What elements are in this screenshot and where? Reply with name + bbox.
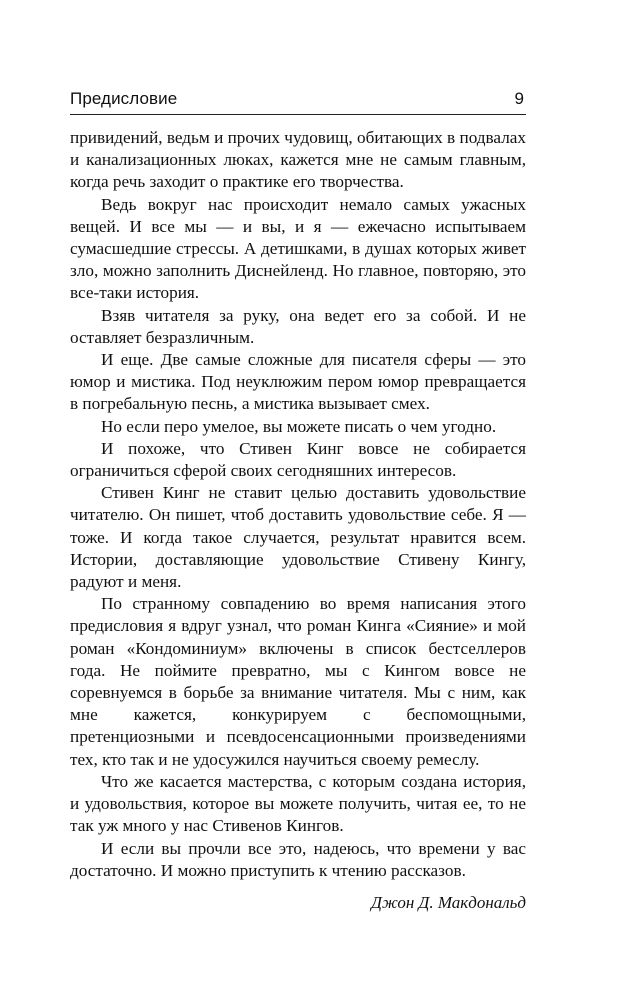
- paragraph: Что же касается мастерства, с которым создана история, и удовольствия, которое вы можете получить, читая ее, то не так уж много у нас Стивенов Кингов.: [70, 771, 526, 836]
- paragraph: Ведь вокруг нас происходит немало самых ужасных вещей. И все мы — и вы, и я — ежечасно испытываем сумасшедшие стрессы. А детишками, в душах которых живет зло, можно заполнить Диснейленд. Но главное, повторяю, это все-таки история.: [70, 194, 526, 303]
- paragraph: И если вы прочли все это, надеюсь, что времени у вас достаточно. И можно приступить к чтению рассказов.: [70, 838, 526, 880]
- author-signature: Джон Д. Макдональд: [371, 892, 526, 912]
- paragraph: По странному совпадению во время написания этого предисловия я вдруг узнал, что роман Кинга «Сияние» и мой роман «Кондоминиум» включены в список бестселлеров года. Не поймите превратно, мы с Кингом вовсе не соревнуемся в борьбе за внимание читателя. Мы с ним, как мне кажется, конкурируем с беспомощными, претенциозными и псевдосенсационными произведениями тех, кто так и не удосужился научиться своему ремеслу.: [70, 594, 526, 769]
- book-page: [70, 88, 526, 914]
- paragraph: И похоже, что Стивен Кинг вовсе не собирается ограничиться сферой своих сегодняшних интересов.: [70, 438, 526, 481]
- body-text: [70, 127, 526, 882]
- paragraph: И еще. Две самые сложные для писателя сферы — это юмор и мистика. Под неуклюжим пером юмор превращается в погребальную песнь, а мистика вызывает смех.: [70, 350, 526, 414]
- paragraph: Взяв читателя за руку, она ведет его за собой. И не оставляет безразличным.: [70, 305, 526, 347]
- paragraph: Но если перо умелое, вы можете писать о чем угодно.: [101, 416, 497, 436]
- running-header: [70, 88, 526, 115]
- section-title: Предисловие: [70, 89, 178, 108]
- paragraph: Стивен Кинг не ставит целью доставить удовольствие читателю. Он пишет, чтоб доставить удовольствие себе. Я — тоже. И когда такое случается, результат нравится всем. Истории, доставляющие удовольствие Стивену Кингу, радуют и меня.: [70, 483, 526, 592]
- page-number: 9: [514, 89, 524, 108]
- paragraph: привидений, ведьм и прочих чудовищ, обитающих в подвалах и канализационных люках, кажется мне не самым главным, когда речь заходит о практике его творчества.: [70, 128, 526, 192]
